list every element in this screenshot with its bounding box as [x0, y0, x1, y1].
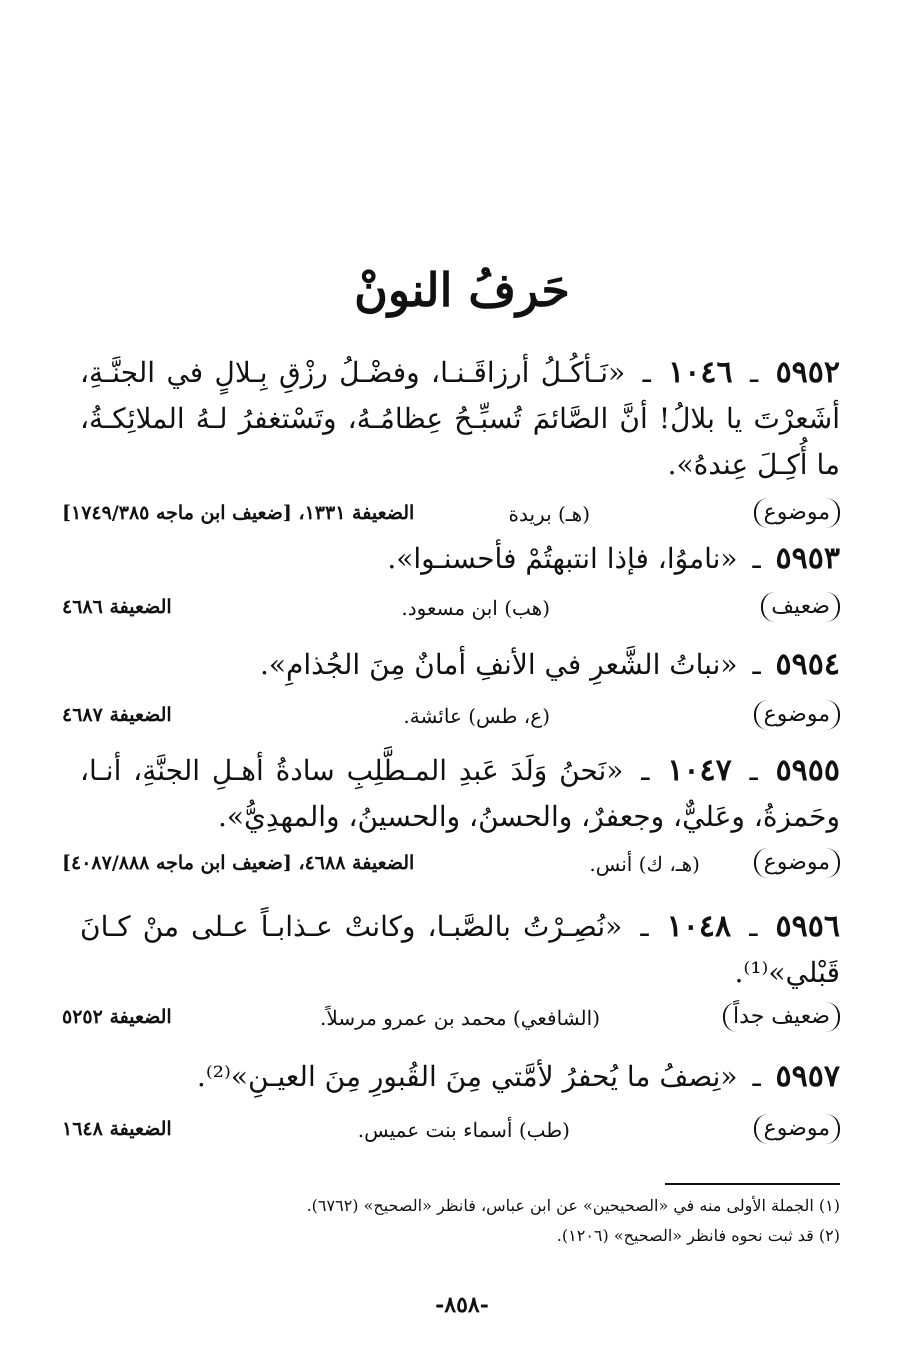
grade-label: موضوع: [754, 1114, 840, 1144]
entry-5952: ٥٩٥٢ ـ ١٠٤٦ ـ «نَـأكُـلُ أرزاقَـنـا، وفضْـلُ رزْقِ بِـلالٍ في الجنَّـةِ، أشَعرْتَ يا بلالُ! أنَّ الصَّائمَ تُسبِّـحُ عِظامُـهُ، وتَسْتغفرُ لـهُ الملائِكـةُ، ما أُكِـلَ عِندهُ».: [80, 355, 841, 481]
grade-label: موضوع: [754, 848, 840, 878]
entry-5955: ٥٩٥٥ ـ ١٠٤٧ ـ «نَحنُ وَلَدَ عَبدِ المـطَّلِبِ سادةُ أهـلِ الجنَّةِ، أنـا، وحَمزةُ، وعَليٌّ، وجعفرٌ، والحسنُ، والحسينُ، والمهدِيُّ».: [80, 753, 841, 833]
source-label: (الشافعي) محمد بن عمرو مرسلاً.: [320, 1006, 600, 1030]
entry-sub-number: ١٠٤٨: [666, 909, 732, 944]
entry-5954: ٥٩٥٤ ـ «نباتُ الشَّعرِ في الأنفِ أمانٌ مِنَ الجُذامِ».: [259, 647, 840, 682]
footnote-divider: [665, 1183, 840, 1185]
reference-label: الضعيفة ١٣٣١، [ضعيف ابن ماجه ١٧٤٩/٣٨٥]: [62, 502, 415, 524]
citation-row: [62, 1002, 840, 1042]
reference-label: الضعيفة ١٦٤٨: [62, 1118, 172, 1140]
source-label: (هـ، ك) أنس.: [589, 852, 700, 876]
grade-label: ضعيف: [761, 592, 840, 622]
entry-5953: ٥٩٥٣ ـ «ناموُا، فإذا انتبهتُمْ فأحسنـوا».: [387, 541, 840, 576]
footnote-2: (٢) قد ثبت نحوه فانظر «الصحيح» (١٢٠٦).: [556, 1226, 840, 1245]
grade-label: موضوع: [754, 700, 840, 730]
hadith-text: «نَحنُ وَلَدَ عَبدِ المـطَّلِبِ سادةُ أهـلِ الجنَّةِ، أنـا، وحَمزةُ، وعَليٌّ، وجعفرٌ، والحسنُ، والحسينُ، والمهدِيُّ».: [80, 754, 840, 833]
hadith-text: «نُصِـرْتُ بالصَّبـا، وكانتْ عـذابـاً عـلى منْ كـانَ قَبْلي»⁽¹⁾.: [80, 910, 840, 989]
source-label: (هـ) بريدة: [508, 502, 590, 526]
footnote-1: (١) الجملة الأولى منه في «الصحيحين» عن ابن عباس، فانظر «الصحيح» (٦٧٦٢).: [306, 1196, 840, 1215]
source-label: (هب) ابن مسعود.: [401, 596, 550, 620]
citation-row: [62, 1114, 840, 1154]
citation-row: [62, 592, 840, 632]
grade-label: موضوع: [754, 498, 840, 528]
reference-label: الضعيفة ٤٦٨٨، [ضعيف ابن ماجه ٤٠٨٧/٨٨٨]: [62, 852, 415, 874]
source-label: (طب) أسماء بنت عميس.: [357, 1118, 570, 1142]
entry-number: ٥٩٥٥: [775, 753, 841, 788]
entry-number: ٥٩٥٧: [775, 1059, 840, 1094]
reference-label: الضعيفة ٤٦٨٧: [62, 704, 172, 726]
reference-label: الضعيفة ٥٢٥٢: [62, 1006, 172, 1028]
hadith-text: «ناموُا، فإذا انتبهتُمْ فأحسنـوا».: [387, 542, 738, 575]
entry-sub-number: ١٠٤٧: [667, 753, 732, 788]
entry-5956: ٥٩٥٦ ـ ١٠٤٨ ـ «نُصِـرْتُ بالصَّبـا، وكانتْ عـذابـاً عـلى منْ كـانَ قَبْلي»⁽¹⁾.: [80, 909, 840, 989]
citation-row: [62, 498, 840, 538]
grade-label: ضعيف جداً: [723, 1002, 840, 1032]
entry-number: ٥٩٥٤: [775, 647, 840, 682]
entry-sub-number: ١٠٤٦: [668, 355, 733, 390]
source-label: (ع، طس) عائشة.: [403, 704, 550, 728]
hadith-text: «نَـأكُـلُ أرزاقَـنـا، وفضْـلُ رزْقِ بِـلالٍ في الجنَّـةِ، أشَعرْتَ يا بلالُ! أنَّ الصَّائمَ تُسبِّـحُ عِظامُـهُ، وتَسْتغفرُ لـهُ الملائِكـةُ، ما أُكِـلَ عِندهُ».: [80, 356, 841, 481]
hadith-text: «نِصفُ ما يُحفرُ لأمَّتي مِنَ القُبورِ مِنَ العيـنِ»⁽²⁾.: [196, 1060, 738, 1093]
page-number: -٨٥٨-: [435, 1292, 489, 1318]
entry-number: ٥٩٥٢: [775, 355, 841, 390]
chapter-title: حَرفُ النونْ: [354, 263, 570, 317]
entry-5957: ٥٩٥٧ ـ «نِصفُ ما يُحفرُ لأمَّتي مِنَ القُبورِ مِنَ العيـنِ»⁽²⁾.: [196, 1059, 840, 1094]
citation-row: [62, 848, 840, 888]
reference-label: الضعيفة ٤٦٨٦: [62, 596, 172, 618]
entry-number: ٥٩٥٣: [775, 541, 840, 576]
citation-row: [62, 700, 840, 740]
entry-number: ٥٩٥٦: [775, 909, 840, 944]
hadith-text: «نباتُ الشَّعرِ في الأنفِ أمانٌ مِنَ الجُذامِ».: [259, 648, 738, 681]
